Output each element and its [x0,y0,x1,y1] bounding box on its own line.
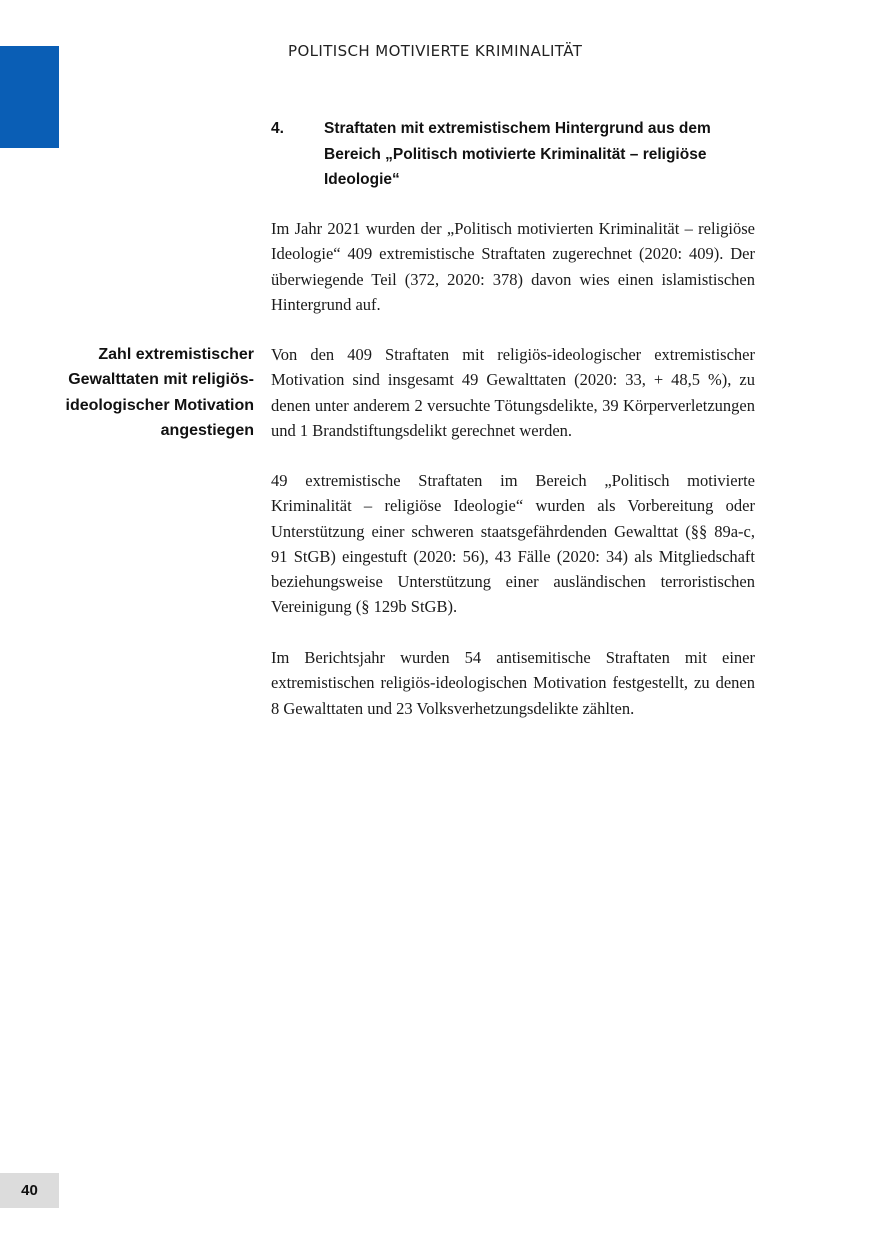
body-paragraph: Im Berichtsjahr wurden 54 antisemitische Straftaten mit einer extremistischen religiös-ideologischen Motivation festgestellt, zu denen 8 Gewalttaten und 23 Volksverhetzungsdelikte zählten. [271,648,755,718]
section-heading [271,116,741,193]
body-paragraph: Von den 409 Straftaten mit religiös-ideologischer extremistischer Motivation sind insgesamt 49 Gewalttaten (2020: 33, + 48,5 %), zu denen unter anderem 2 versuchte Tötungsdelikte, 39 Körperverletzungen und 1 Brandstiftungsdelikt gerechnet werden. [271,345,755,440]
margin-note: Zahl extremistischer Gewalttaten mit religiös-ideologischer Motivation angestiegen [65,346,254,439]
section-title: Straftaten mit extremistischem Hintergrund aus dem Bereich „Politisch motivierte Kriminalität – religiöse Ideologie“ [324,120,711,188]
section-number: 4. [271,120,284,137]
body-paragraph: 49 extremistische Straftaten im Bereich „Politisch motivierte Kriminalität – religiöse Ideologie“ wurden als Vorbereitung oder Unterstützung einer schweren staatsgefährdenden Gewalttat (§§ 89a-c, 91 StGB) eingestuft (2020: 56), 43 Fälle (2020: 34) als Mitgliedschaft beziehungsweise Unterstützung einer ausländischen terroristischen Vereinigung (§ 129b StGB). [271,471,755,617]
running-header: POLITISCH MOTIVIERTE KRIMINALITÄT [288,42,583,60]
body-paragraph: Im Jahr 2021 wurden der „Politisch motivierten Kriminalität – religiöse Ideologie“ 409 extremistische Straftaten zugerechnet (2020: 409). Der überwiegende Teil (372, 2020: 378) davon wies einen islamistischen Hintergrund auf. [271,219,755,314]
chapter-color-tab [0,46,59,148]
page-number: 40 [0,1173,59,1208]
